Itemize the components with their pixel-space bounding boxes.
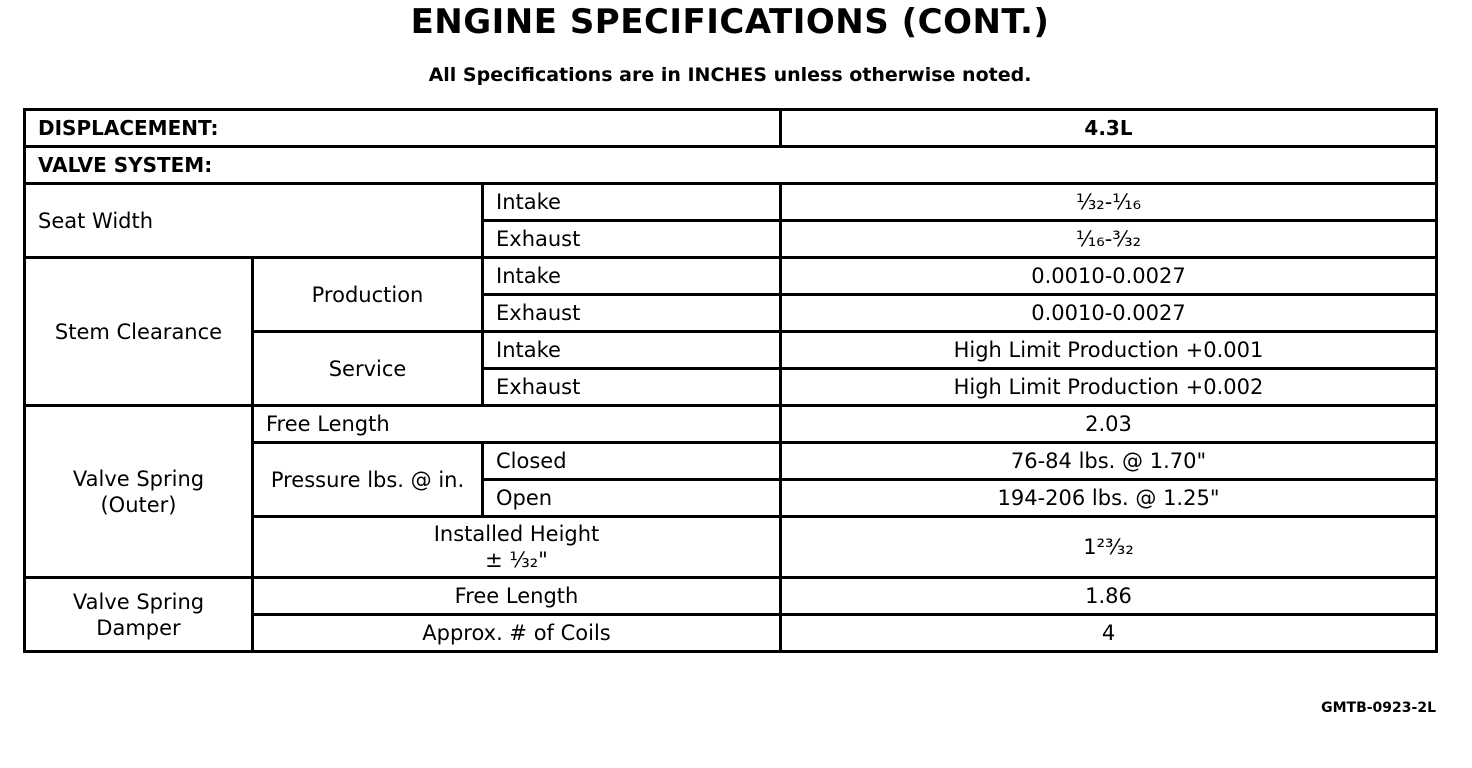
stem-service-intake-value: High Limit Production +0.001 <box>781 332 1437 369</box>
valve-spring-open-value: 194-206 lbs. @ 1.25" <box>781 480 1437 517</box>
valve-system-label: VALVE SYSTEM: <box>25 147 1437 184</box>
seat-width-intake-value: ⅓₂-⅟₁₆ <box>781 184 1437 221</box>
seat-width-exhaust-value: ⅟₁₆-³⁄₃₂ <box>781 221 1437 258</box>
stem-production-intake-label: Intake <box>483 258 781 295</box>
damper-label: Valve Spring Damper <box>25 578 253 652</box>
damper-free-length-value: 1.86 <box>781 578 1437 615</box>
stem-service-label: Service <box>253 332 483 406</box>
table-row <box>25 147 1437 184</box>
stem-service-exhaust-label: Exhaust <box>483 369 781 406</box>
table-row <box>25 184 1437 221</box>
table-row <box>25 406 1437 443</box>
page-subtitle: All Specifications are in INCHES unless otherwise noted. <box>428 64 1032 86</box>
damper-coils-value: 4 <box>781 615 1437 652</box>
installed-height-label: Installed Height <box>433 522 600 546</box>
displacement-label: DISPLACEMENT: <box>25 110 781 147</box>
damper-free-length-label: Free Length <box>253 578 781 615</box>
stem-clearance-label: Stem Clearance <box>25 258 253 406</box>
stem-service-exhaust-value: High Limit Production +0.002 <box>781 369 1437 406</box>
valve-spring-closed-label: Closed <box>483 443 781 480</box>
damper-coils-label: Approx. # of Coils <box>253 615 781 652</box>
seat-width-label: Seat Width <box>25 184 483 258</box>
valve-spring-open-label: Open <box>483 480 781 517</box>
valve-spring-free-length-label: Free Length <box>253 406 781 443</box>
stem-service-intake-label: Intake <box>483 332 781 369</box>
stem-production-exhaust-label: Exhaust <box>483 295 781 332</box>
stem-production-exhaust-value: 0.0010-0.0027 <box>781 295 1437 332</box>
installed-height-tolerance: ± ⅓₂" <box>485 548 548 572</box>
valve-spring-closed-value: 76-84 lbs. @ 1.70" <box>781 443 1437 480</box>
document-code: GMTB-0923-2L <box>1321 700 1436 716</box>
seat-width-exhaust-label: Exhaust <box>483 221 781 258</box>
stem-production-label: Production <box>253 258 483 332</box>
table-row <box>25 258 1437 295</box>
table-row <box>25 578 1437 615</box>
displacement-value: 4.3L <box>781 110 1437 147</box>
valve-spring-pressure-label: Pressure lbs. @ in. <box>253 443 483 517</box>
installed-height-value: 1²³⁄₃₂ <box>781 517 1437 578</box>
seat-width-intake-label: Intake <box>483 184 781 221</box>
page-title: ENGINE SPECIFICATIONS (CONT.) <box>410 2 1050 42</box>
valve-spring-free-length-value: 2.03 <box>781 406 1437 443</box>
valve-spring-label: Valve Spring (Outer) <box>25 406 253 578</box>
engine-spec-table <box>23 108 1438 653</box>
table-row <box>25 110 1437 147</box>
stem-production-intake-value: 0.0010-0.0027 <box>781 258 1437 295</box>
installed-height-cell <box>253 517 781 578</box>
